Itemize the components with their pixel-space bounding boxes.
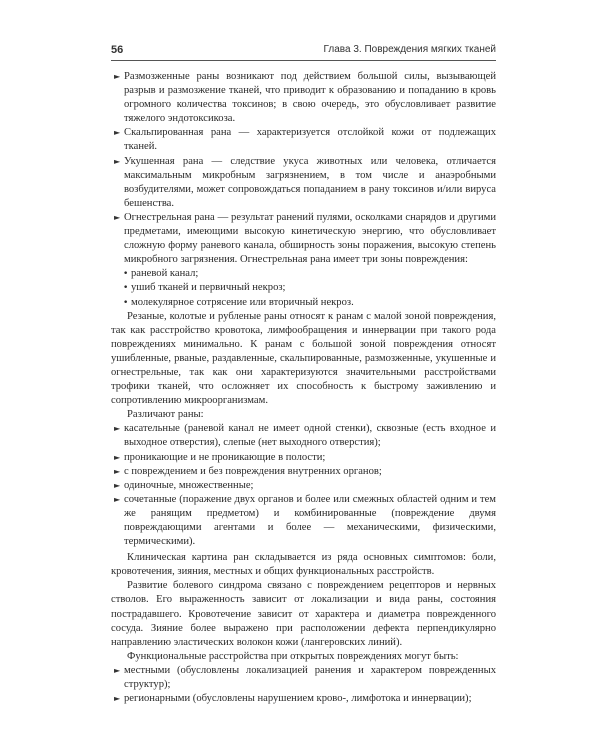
gunshot-zone-text: раневой канал;: [131, 268, 199, 280]
triangle-right-icon: ►: [114, 212, 121, 222]
paragraph-distinguish: Различают раны:: [127, 409, 204, 421]
header-divider: [111, 60, 496, 61]
wound-type-item: [111, 155, 496, 211]
distinguish-text: одиночные, множественные;: [124, 479, 254, 491]
distinguish-item: [111, 479, 496, 493]
gunshot-zone-text: ушиб тканей и первичный некроз;: [131, 282, 286, 294]
triangle-right-icon: ►: [114, 466, 121, 476]
wound-type-item: [111, 211, 496, 267]
chapter-title: Глава 3. Повреждения мягких тканей: [323, 44, 496, 55]
triangle-right-icon: ►: [114, 694, 121, 704]
functional-text: местными (обусловлены локализацией ранения и характером поврежденных структур);: [124, 664, 496, 691]
paragraph-functional-disorders: Функциональные расстройства при открытых повреждениях могут быть:: [127, 650, 459, 662]
triangle-right-icon: ►: [114, 128, 121, 138]
distinguish-item: [111, 493, 496, 549]
distinguish-item: [111, 422, 496, 450]
wound-type-text: Размозженные раны возникают под действием большой силы, вызывающей разрыв и размозжение тканей, что приводит к образованию и попаданию в кровь огромного количества токсинов; в свою очередь, это обусловливает развитие тяжелого эндотоксикоза.: [124, 71, 496, 125]
triangle-right-icon: ►: [114, 156, 121, 166]
functional-item: [111, 692, 496, 706]
functional-text: регионарными (обусловлены нарушением крово-, лимфотока и иннервации);: [124, 693, 472, 705]
triangle-right-icon: ►: [114, 452, 121, 462]
wound-type-text: Огнестрельная рана — результат ранений пулями, осколками снарядов и другими предметами, имеющими высокую кинетическую энергию, что обусловливает сложную форму раневого канала, обширность зоны поражения, высокую степень микробного загрязнения. Огнестрельная рана имеет три зоны повреждения:: [124, 211, 496, 266]
wound-type-item: [111, 70, 496, 126]
wound-type-item: [111, 126, 496, 154]
wound-type-text: Укушенная рана — следствие укуса животных или человека, отличается максимальным микробным загрязнением, в том числе и анаэробными возбудителями, может сопровождаться попаданием в рану токсинов и/или вируса бешенства.: [124, 155, 496, 209]
page-body: [111, 70, 496, 706]
gunshot-zone-text: молекулярное сотрясение или вторичный некроз.: [131, 296, 354, 308]
wound-type-text: Скальпированная рана — характеризуется отслойкой кожи от подлежащих тканей.: [124, 127, 496, 153]
paragraph-clinical-picture: Клиническая картина ран складывается из ряда основных симптомов: боли, кровотечения, зияния, местных и общих функциональных расстройств.: [111, 552, 496, 578]
distinguish-text: касательные (раневой канал не имеет одной стенки), сквозные (есть входное и выходное отверстия), слепые (нет выходного отверстия);: [124, 423, 496, 449]
page-number: 56: [111, 44, 124, 56]
running-header: [111, 44, 496, 60]
distinguish-text: с повреждением и без повреждения внутренних органов;: [124, 465, 382, 477]
triangle-right-icon: ►: [114, 665, 121, 675]
distinguish-item: [111, 451, 496, 465]
triangle-right-icon: ►: [114, 480, 121, 490]
dot-icon: •: [123, 297, 129, 308]
dot-icon: •: [123, 283, 129, 294]
gunshot-zone-item: [111, 267, 496, 281]
distinguish-text: сочетанные (поражение двух органов и более или смежных областей одним и тем же ранящим предметом) и комбинированные (повреждение двумя повреждающими агентами и более — механическими, физическими, термическими).: [124, 493, 496, 548]
gunshot-zone-item: [111, 296, 496, 310]
triangle-right-icon: ►: [114, 72, 121, 81]
triangle-right-icon: ►: [114, 494, 121, 504]
distinguish-text: проникающие и не проникающие в полости;: [124, 451, 326, 463]
functional-item: [111, 664, 496, 692]
dot-icon: •: [123, 269, 129, 280]
gunshot-zone-item: [111, 281, 496, 295]
triangle-right-icon: ►: [114, 424, 121, 434]
paragraph-damage-zones: Резаные, колотые и рубленые раны относят к ранам с малой зоной повреждения, так как расстройство кровотока, лимфообращения и иннервации при такого рода повреждениях минимально. К ранам с большой зоной повреждения относят ушибленные, рваные, раздавленные, скальпированные, размозженные, укушенные и огнестрельные, так как они характеризуются значительными расстройствами трофики тканей, что осложняет их способность к быстрому заживлению и сопротивлению микроорганизмам.: [111, 310, 496, 407]
paragraph-pain-syndrome: Развитие болевого синдрома связано с повреждением рецепторов и нервных стволов. Его выраженность зависит от локализации и вида раны, состояния пострадавшего. Кровотечение зависит от характера и диаметра поврежденного сосуда. Зияние более выражено при расположении дефекта перпендикулярно направлению эластических волокон кожи (лангеровских линий).: [111, 580, 496, 648]
distinguish-item: [111, 465, 496, 479]
